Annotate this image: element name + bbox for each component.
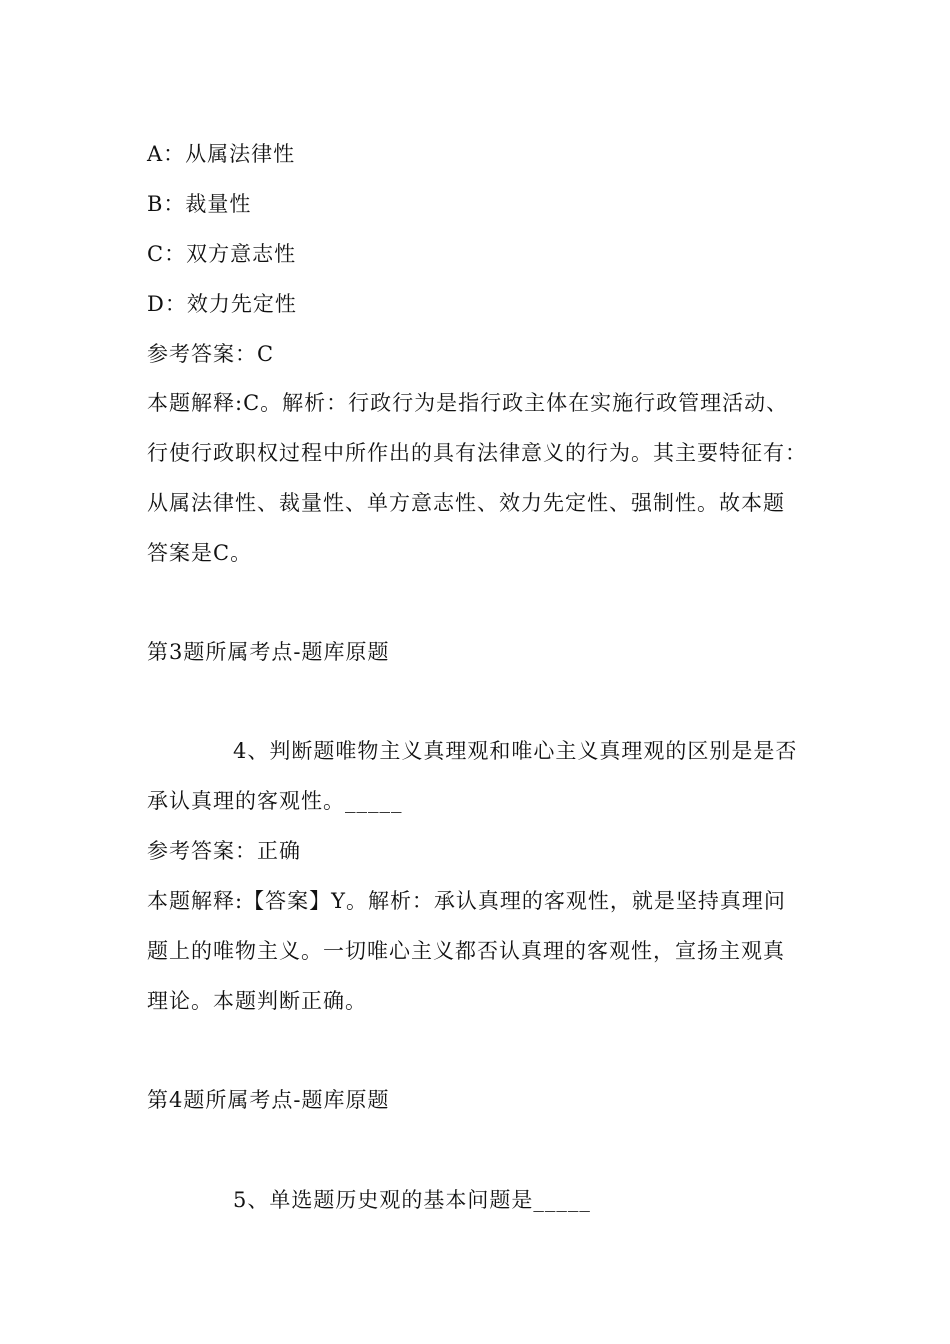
- explanation-q3-line: 本题解释:C。解析：行政行为是指行政主体在实施行政管理活动、: [147, 391, 789, 415]
- answer-q4: 参考答案：正确: [147, 839, 301, 863]
- explanation-q4-line: 本题解释:【答案】Y。解析：承认真理的客观性，就是坚持真理问: [147, 889, 786, 913]
- explanation-q4-line: 题上的唯物主义。一切唯心主义都否认真理的客观性，宣扬主观真: [147, 939, 785, 963]
- explanation-q3-line: 行使行政职权过程中所作出的具有法律意义的行为。其主要特征有：: [147, 441, 807, 465]
- source-q3: 第3题所属考点-题库原题: [147, 640, 390, 664]
- question-q5-line: 5、单选题历史观的基本问题是_____: [233, 1188, 591, 1212]
- answer-q3: 参考答案：C: [147, 342, 275, 366]
- option-c: C：双方意志性: [147, 242, 297, 266]
- option-b: B：裁量性: [147, 192, 252, 216]
- explanation-q4-line: 理论。本题判断正确。: [147, 989, 367, 1013]
- option-a: A：从属法律性: [147, 142, 296, 166]
- source-q4: 第4题所属考点-题库原题: [147, 1088, 390, 1112]
- explanation-q3-line: 从属法律性、裁量性、单方意志性、效力先定性、强制性。故本题: [147, 491, 785, 515]
- question-q4-line: 4、判断题唯物主义真理观和唯心主义真理观的区别是是否: [233, 739, 798, 763]
- explanation-q3-line: 答案是C。: [147, 541, 253, 565]
- option-d: D：效力先定性: [147, 292, 297, 316]
- question-q4-line: 承认真理的客观性。_____: [147, 789, 403, 813]
